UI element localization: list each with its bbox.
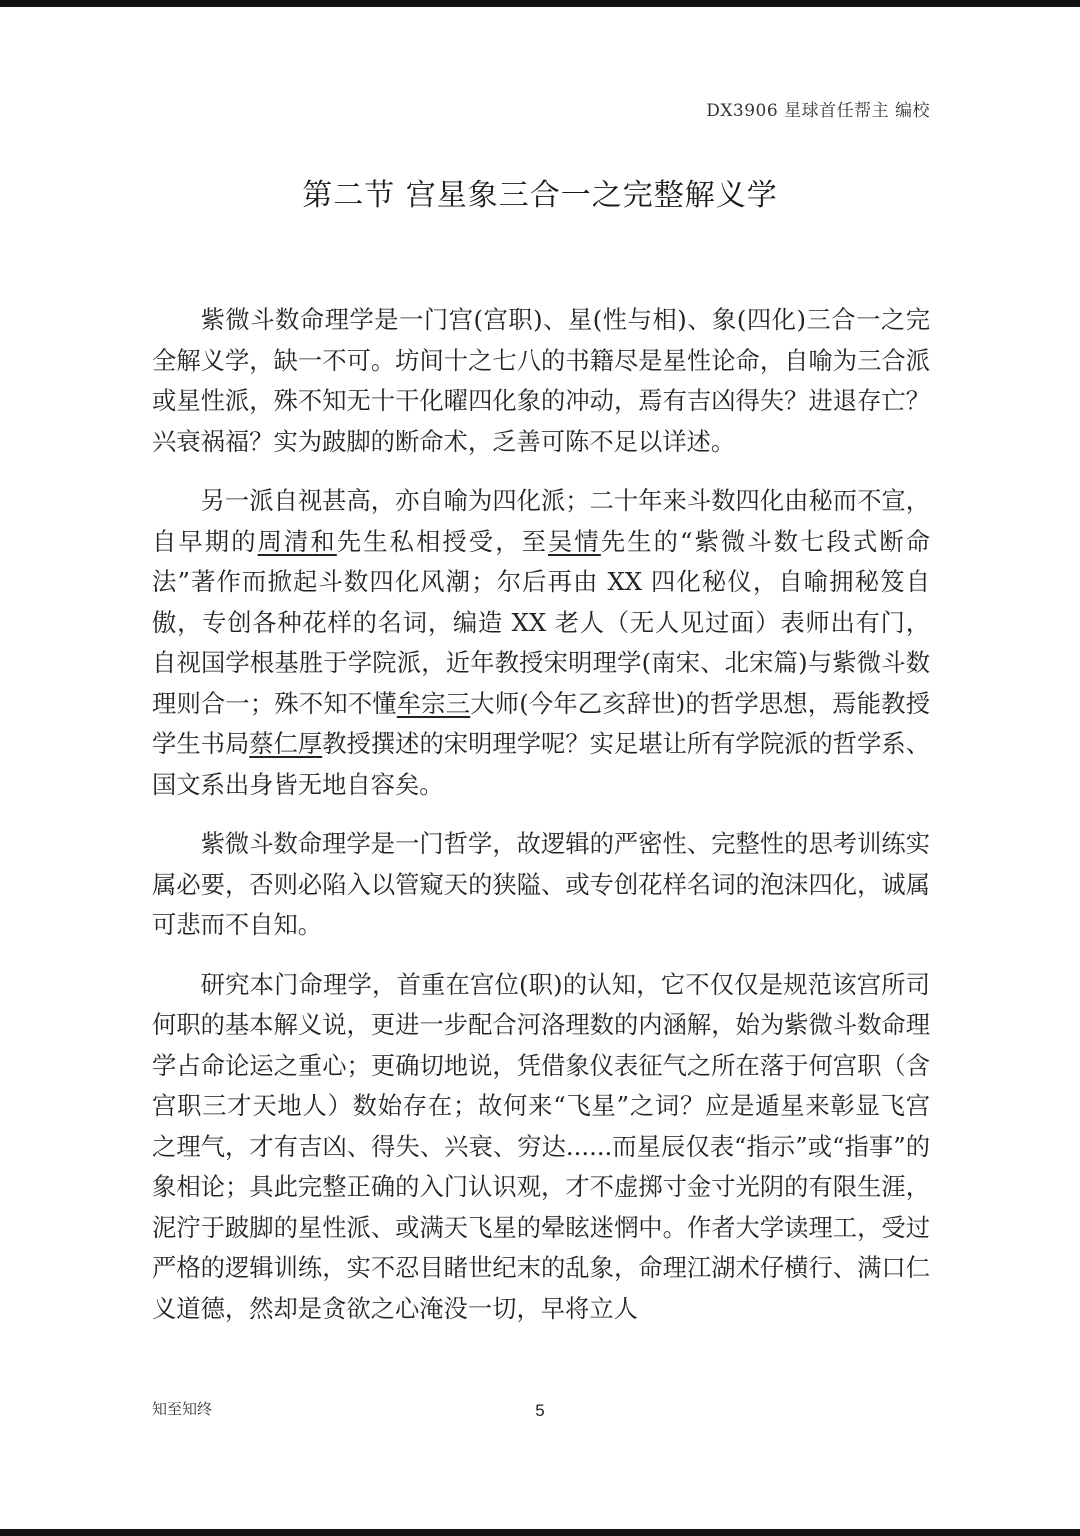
paragraph-1: 紫微斗数命理学是一门宫(宫职)、星(性与相)、象(四化)三合一之完全解义学，缺一不可。坊间十之七八的书籍尽是星性论命，自喻为三合派或星性派，殊不知无十干化曜四化象的冲动，焉有吉凶得失？进退存亡？兴衰祸福？实为跛脚的断命术，乏善可陈不足以详述。 [152, 305, 930, 456]
person-name-underlined: 周清和 [257, 526, 337, 556]
person-name-underlined: 蔡仁厚 [249, 729, 323, 758]
paragraph-2 [152, 481, 930, 805]
paragraph-3: 紫微斗数命理学是一门哲学，故逻辑的严密性、完整性的思考训练实属必要，否则必陷入以管窥天的狭隘、或专创花样名词的泡沫四化，诚属可悲而不自知。 [152, 829, 930, 939]
paragraph-2-text: 先生私相授受，至 [336, 526, 549, 556]
paragraph-2-text: 另一派自视甚高，亦自喻为四化派；二十年来斗数四化由秘而不宣，自早期的 [152, 486, 930, 556]
section-title: 第二节 宫星象三合一之完整解义学 [302, 178, 778, 213]
person-name-underlined: 牟宗三 [396, 688, 471, 718]
page-number: 5 [535, 1401, 545, 1420]
paragraph-2-text: 教授撰述的宋明理学呢？实足堪让所有学院派的哲学系、国文系出身皆无地自容矣。 [152, 729, 931, 799]
bottom-edge-bar [0, 1529, 1080, 1536]
paragraph-4: 研究本门命理学，首重在宫位(职)的认知，它不仅仅是规范该宫所司何职的基本解义说，更进一步配合河洛理数的内涵解，始为紫微斗数命理学占命论运之重心；更确切地说，凭借象仪表征气之所在落于何宫职（含宫职三才天地人）数始存在；故何来“飞星”之词？应是遁星来彰显飞宫之理气，才有吉凶、得失、兴衰、穷达......而星辰仅表“指示”或“指事”的象相论；具此完整正确的入门认识观，才不虚掷寸金寸光阴的有限生涯，泥泞于跛脚的星性派、或满天飞星的晕眩迷惘中。作者大学读理工，受过严格的逻辑训练，实不忍目睹世纪末的乱象，命理江湖术仔横行、满口仁义道德，然却是贪欲之心淹没一切，早将立人 [152, 969, 930, 1323]
body-text [152, 300, 930, 1348]
footer-left-text: 知至知终 [152, 1400, 213, 1418]
paragraph-2-text: 先生的“紫微斗数七段式断命法”著作而掀起斗数四化风潮；尔后再由 XX 四化秘仪，自喻拥秘笈自傲，专创各种花样的名词，编造 XX 老人（无人见过面）表师出有门，自视国学根基胜于学院派，近年教授宋明理学(南宋、北宋篇)与紫微斗数理则合一；殊不知不懂 [152, 526, 931, 718]
person-name-underlined: 吴情 [548, 526, 601, 556]
paragraph-2-text: 大师(今年乙亥辞世)的哲学思想，焉能教授学生书局 [152, 688, 930, 758]
top-edge-bar [0, 0, 1080, 7]
editor-note: DX3906 星球首任帮主 编校 [706, 101, 930, 121]
